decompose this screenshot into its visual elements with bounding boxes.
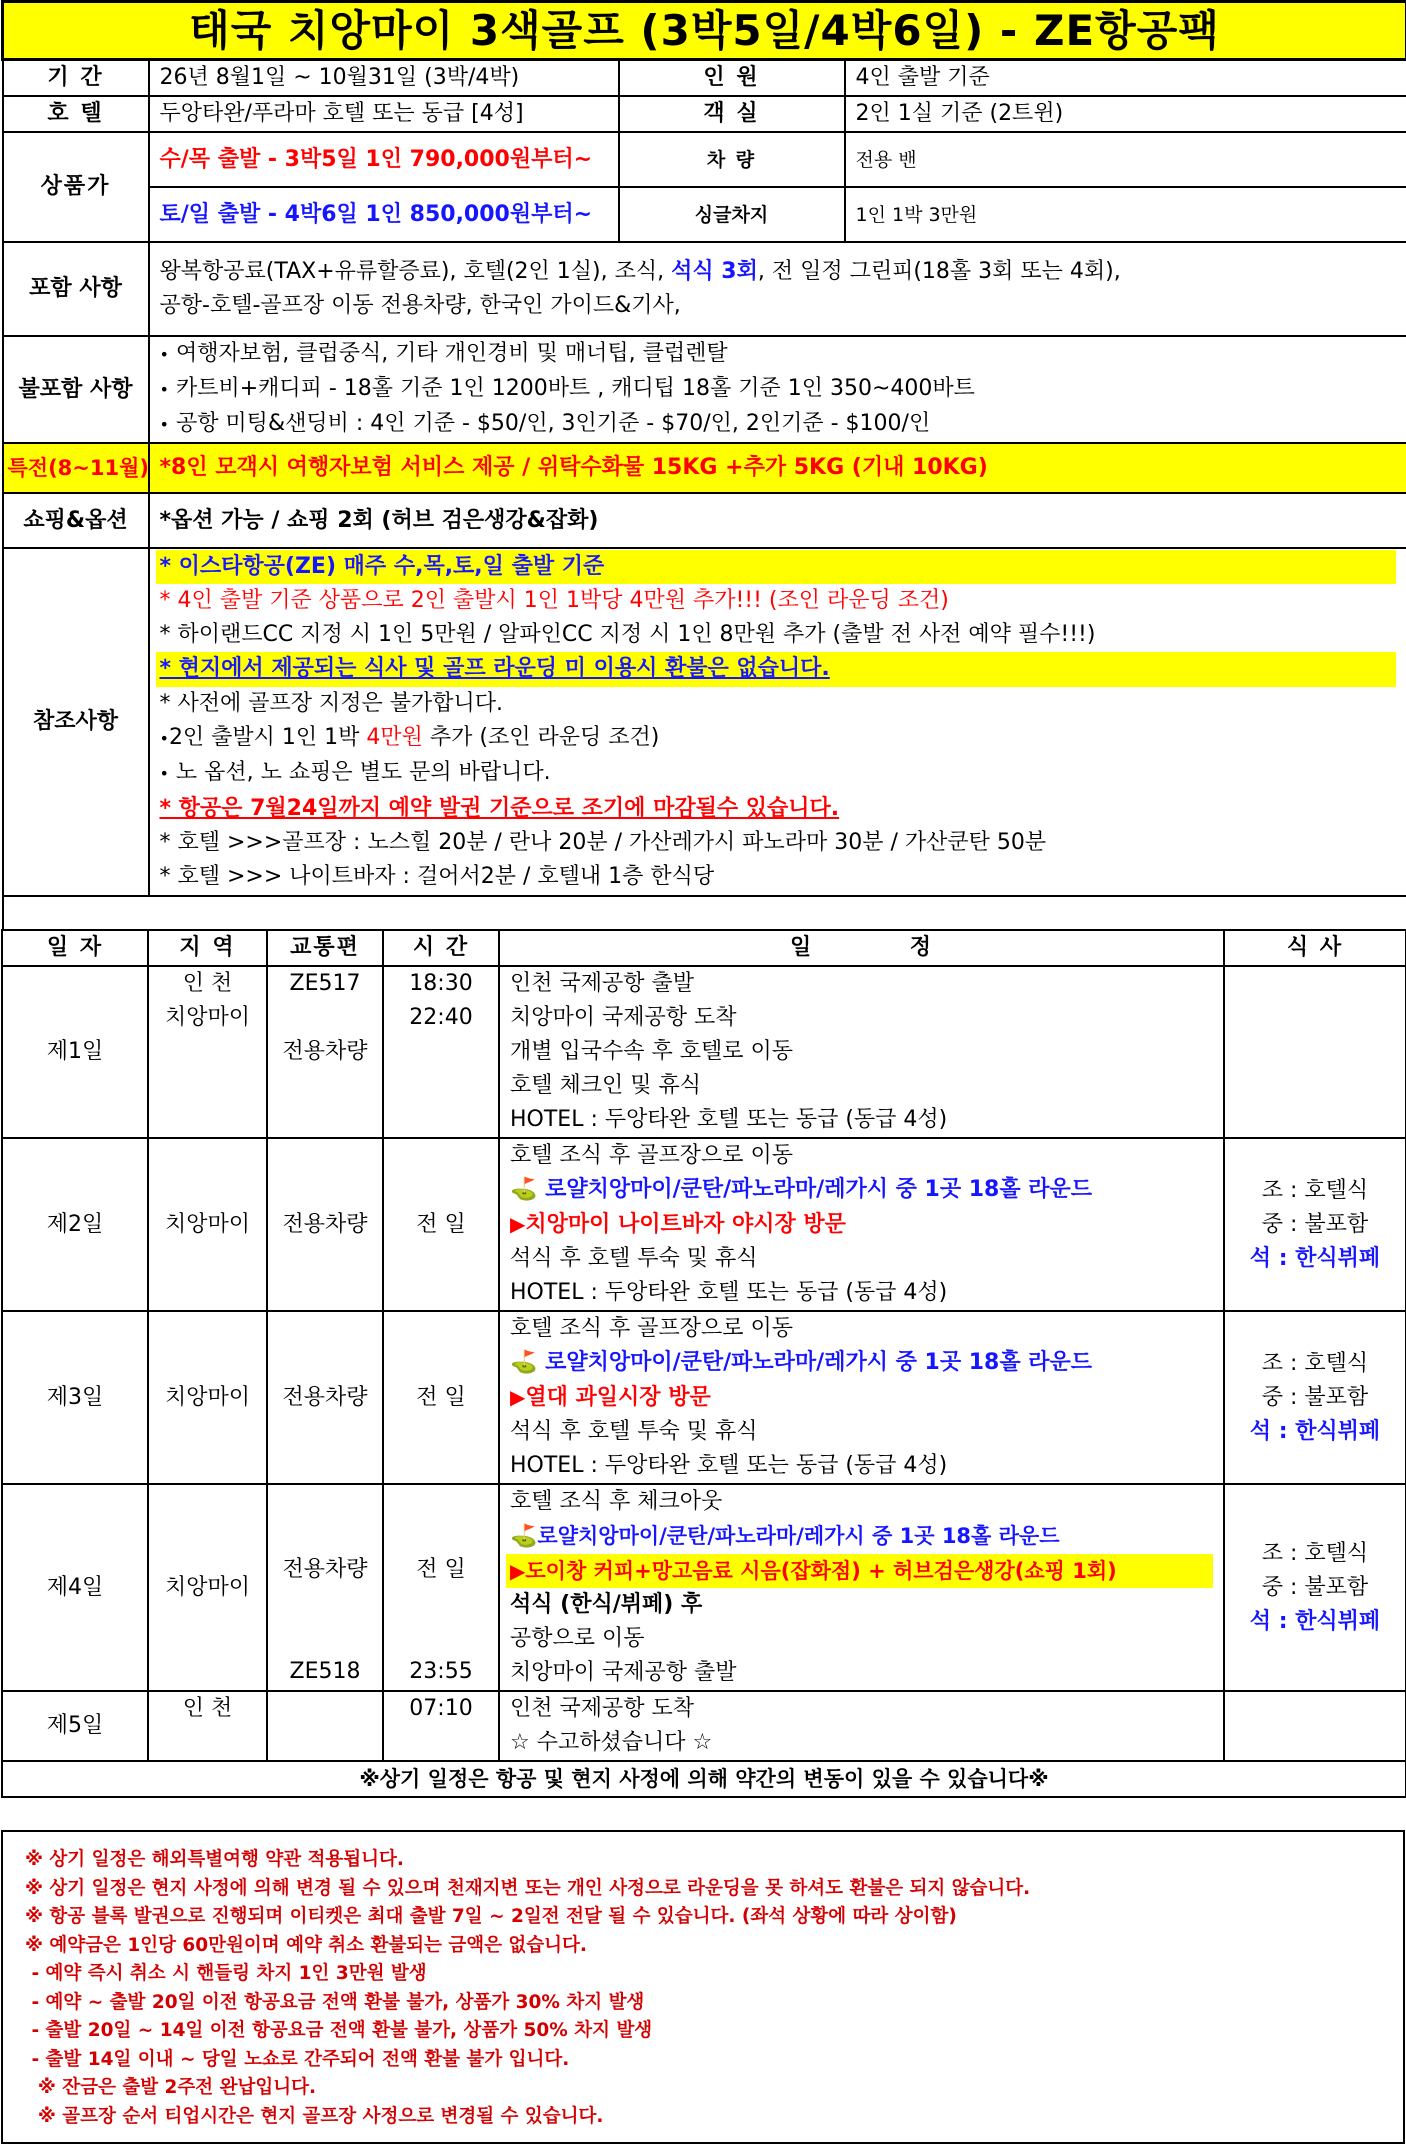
term-line: ※ 상기 일정은 현지 사정에 의해 변경 될 수 있으며 천재지변 또는 개인 사정으로 라운딩을 못 하셔도 환불은 되지 않습니다.	[25, 1877, 1031, 1899]
term-line: - 예약 ~ 출발 20일 이전 항공요금 전액 환불 불가, 상품가 30% 차지 발생	[25, 1991, 645, 2013]
note-item: * 하이랜드CC 지정 시 1인 5만원 / 알파인CC 지정 시 1인 8만원 추가 (출발 전 사전 예약 필수!!!)	[159, 622, 1096, 648]
day-region: 치앙마이	[148, 1138, 267, 1311]
period-value: 26년 8월1일 ~ 10월31일 (3박/4박)	[149, 60, 619, 97]
note-item: * 4인 출발 기준 상품으로 2인 출발시 1인 1박당 4만원 추가!!! (조인 라운딩 조건)	[159, 587, 949, 613]
page-title: 태국 치앙마이 3색골프 (3박5일/4박6일) - ZE항공팩	[3, 2, 1406, 60]
header-table	[1, 0, 1406, 931]
triangle-icon: ▶	[510, 1559, 526, 1583]
include-text: 왕복항공료(TAX+유류할증료), 호텔(2인 1실), 조식,	[159, 259, 672, 284]
golf-flag-icon: ⛳	[510, 1177, 538, 1202]
triangle-icon: ▶	[510, 1212, 526, 1236]
term-line: - 출발 14일 이내 ~ 당일 노쇼로 간주되어 전액 환불 불가 입니다.	[25, 2048, 570, 2070]
term-line: ※ 예약금은 1인당 60만원이며 예약 취소 환불되는 금액은 없습니다.	[25, 1934, 587, 1956]
day-meal: 조 : 호텔식 중 : 불포함 석 : 한식뷔페	[1224, 1484, 1406, 1691]
golf-flag-icon: ⛳	[510, 1350, 538, 1375]
exclude-list	[149, 336, 1406, 443]
schedule-note: ※상기 일정은 항공 및 현지 사정에 의해 약간의 변동이 있을 수 있습니다※	[2, 1761, 1406, 1797]
day-transport: 전용차량	[267, 1311, 383, 1484]
hotel-value: 두앙타완/푸라마 호텔 또는 동급 [4성]	[149, 96, 619, 132]
col-time: 시 간	[383, 930, 499, 966]
notes-label: 참조사항	[3, 548, 149, 896]
room-value: 2인 1실 기준 (2트윈)	[845, 96, 1406, 132]
note-item: * 항공은 7월24일까지 예약 발권 기준으로 조기에 마감될수 있습니다.	[159, 795, 840, 821]
term-line: ※ 상기 일정은 해외특별여행 약관 적용됩니다.	[25, 1849, 404, 1870]
note-item: * 현지에서 제공되는 식사 및 골프 라운딩 미 이용시 환불은 없습니다.	[156, 652, 1396, 686]
day-label: 제1일	[2, 966, 148, 1138]
day-label: 제5일	[2, 1691, 148, 1761]
day-row	[2, 1691, 1406, 1761]
note-item: * 호텔 >>> 나이트바자 : 걸어서2분 / 호텔내 1층 한식당	[159, 864, 715, 890]
day-meal	[1224, 1691, 1406, 1761]
day-transport: 전용차량	[267, 1138, 383, 1311]
terms-box	[1, 1830, 1405, 2144]
include-label: 포함 사항	[3, 242, 149, 336]
day-transport	[267, 1691, 383, 1761]
shopping-label: 쇼핑&옵션	[3, 493, 149, 548]
day-region: 치앙마이	[148, 1484, 267, 1691]
notes-list	[149, 548, 1406, 896]
note-item: * 사전에 골프장 지정은 불가합니다.	[159, 690, 503, 716]
day-region: 인 천 치앙마이	[148, 966, 267, 1138]
include-dinner: 석식 3회	[671, 259, 758, 284]
special-label: 특전(8~11월)	[3, 443, 149, 493]
col-transport: 교통편	[267, 930, 383, 966]
note-item: •2인 출발시 1인 1박 4만원 추가 (조인 라운딩 조건)	[159, 725, 660, 750]
period-label: 기 간	[3, 60, 149, 97]
special-value: *8인 모객시 여행자보험 서비스 제공 / 위탁수화물 15KG +추가 5KG (기내 10KG)	[149, 443, 1406, 493]
exclude-item: • 여행자보험, 클럽중식, 기타 개인경비 및 매너팁, 클럽렌탈	[159, 341, 728, 366]
day-time: 18:30 22:40	[383, 966, 499, 1138]
price-label: 상품가	[3, 132, 149, 242]
day-label: 제2일	[2, 1138, 148, 1311]
day-itinerary: 인천 국제공항 도착 ☆ 수고하셨습니다 ☆	[499, 1691, 1224, 1761]
day-region: 인 천	[148, 1691, 267, 1761]
day-itinerary: 호텔 조식 후 골프장으로 이동 ⛳ 로얄치앙마이/쿤탄/파노라마/레가시 중 1곳 18홀 라운드 ▶치앙마이 나이트바자 야시장 방문 석식 후 호텔 투숙 및 휴식 HOTEL : 두앙타완 호텔 또는 동급 (동급 4성)	[499, 1138, 1224, 1311]
spacer-row	[3, 896, 1406, 930]
day-meal: 조 : 호텔식 중 : 불포함 석 : 한식뷔페	[1224, 1311, 1406, 1484]
term-line: - 출발 20일 ~ 14일 이전 항공요금 전액 환불 불가, 상품가 50% 차지 발생	[25, 2020, 653, 2041]
price-weekday: 수/목 출발 - 3박5일 1인 790,000원부터~	[149, 132, 619, 187]
day-time: 07:10	[383, 1691, 499, 1761]
price-weekend: 토/일 출발 - 4박6일 1인 850,000원부터~	[149, 187, 619, 242]
day-itinerary: 호텔 조식 후 체크아웃 ⛳로얄치앙마이/쿤탄/파노라마/레가시 중 1곳 18홀 라운드 ▶도이창 커피+망고음료 시음(잡화점) + 허브검은생강(쇼핑 1회) 석식 (한식/뷔페) 후 공항으로 이동 치앙마이 국제공항 출발	[499, 1484, 1224, 1691]
day-meal: 조 : 호텔식 중 : 불포함 석 : 한식뷔페	[1224, 1138, 1406, 1311]
exclude-item: • 공항 미팅&샌딩비 : 4인 기준 - $50/인, 3인기준 - $70/인, 2인기준 - $100/인	[159, 411, 931, 436]
people-value: 4인 출발 기준	[845, 60, 1406, 97]
day-transport: ZE517 전용차량	[267, 966, 383, 1138]
hotel-label: 호 텔	[3, 96, 149, 132]
day-transport: 전용차량 ZE518	[267, 1484, 383, 1691]
day-time: 전 일	[383, 1138, 499, 1311]
day-time: 전 일 23:55	[383, 1484, 499, 1691]
include-text-2: , 전 일정 그린피(18홀 3회 또는 4회),	[757, 259, 1121, 284]
col-region: 지 역	[148, 930, 267, 966]
room-label: 객 실	[619, 96, 845, 132]
schedule-table	[1, 929, 1406, 1798]
shopping-value: *옵션 가능 / 쇼핑 2회 (허브 검은생강&잡화)	[149, 493, 1406, 548]
golf-flag-icon: ⛳	[510, 1524, 538, 1549]
day-row	[2, 1311, 1406, 1484]
note-item: • 노 옵션, 노 쇼핑은 별도 문의 바랍니다.	[159, 760, 551, 786]
day-row	[2, 1484, 1406, 1691]
day-label: 제4일	[2, 1484, 148, 1691]
col-itinerary: 일 정	[499, 930, 1224, 966]
day-region: 치앙마이	[148, 1311, 267, 1484]
note-item: * 호텔 >>>골프장 : 노스힐 20분 / 란나 20분 / 가산레가시 파노라마 30분 / 가산쿤탄 50분	[159, 829, 1047, 855]
single-charge-value: 1인 1박 3만원	[845, 187, 1406, 242]
exclude-label: 불포함 사항	[3, 336, 149, 443]
vehicle-label: 차 량	[619, 132, 845, 187]
col-meal: 식 사	[1224, 930, 1406, 966]
day-itinerary: 인천 국제공항 출발 치앙마이 국제공항 도착 개별 입국수속 후 호텔로 이동 호텔 체크인 및 휴식 HOTEL : 두앙타완 호텔 또는 동급 (동급 4성)	[499, 966, 1224, 1138]
day-label: 제3일	[2, 1311, 148, 1484]
people-label: 인 원	[619, 60, 845, 97]
include-value	[149, 242, 1406, 336]
exclude-item: • 카트비+캐디피 - 18홀 기준 1인 1200바트 , 캐디팁 18홀 기준 1인 350~400바트	[159, 376, 975, 401]
term-line: ※ 항공 블록 발권으로 진행되며 이티켓은 최대 출발 7일 ~ 2일전 전달 될 수 있습니다. (좌석 상황에 따라 상이함)	[25, 1906, 957, 1927]
single-charge-label: 싱글차지	[619, 187, 845, 242]
include-line-2: 공항-호텔-골프장 이동 전용차량, 한국인 가이드&기사,	[159, 293, 681, 318]
triangle-icon: ▶	[510, 1385, 526, 1409]
note-item: * 이스타항공(ZE) 매주 수,목,토,일 출발 기준	[156, 550, 1396, 584]
vehicle-value: 전용 밴	[845, 132, 1406, 187]
col-day: 일 자	[2, 930, 148, 966]
term-line: - 예약 즉시 취소 시 핸들링 차지 1인 3만원 발생	[25, 1963, 427, 1984]
day-row	[2, 966, 1406, 1138]
term-line: ※ 골프장 순서 티업시간은 현지 골프장 사정으로 변경될 수 있습니다.	[25, 2105, 604, 2127]
day-time: 전 일	[383, 1311, 499, 1484]
term-line: ※ 잔금은 출발 2주전 완납입니다.	[25, 2077, 316, 2098]
day-meal	[1224, 966, 1406, 1138]
day-itinerary: 호텔 조식 후 골프장으로 이동 ⛳ 로얄치앙마이/쿤탄/파노라마/레가시 중 1곳 18홀 라운드 ▶열대 과일시장 방문 석식 후 호텔 투숙 및 휴식 HOTEL : 두앙타완 호텔 또는 동급 (동급 4성)	[499, 1311, 1224, 1484]
day-row	[2, 1138, 1406, 1311]
